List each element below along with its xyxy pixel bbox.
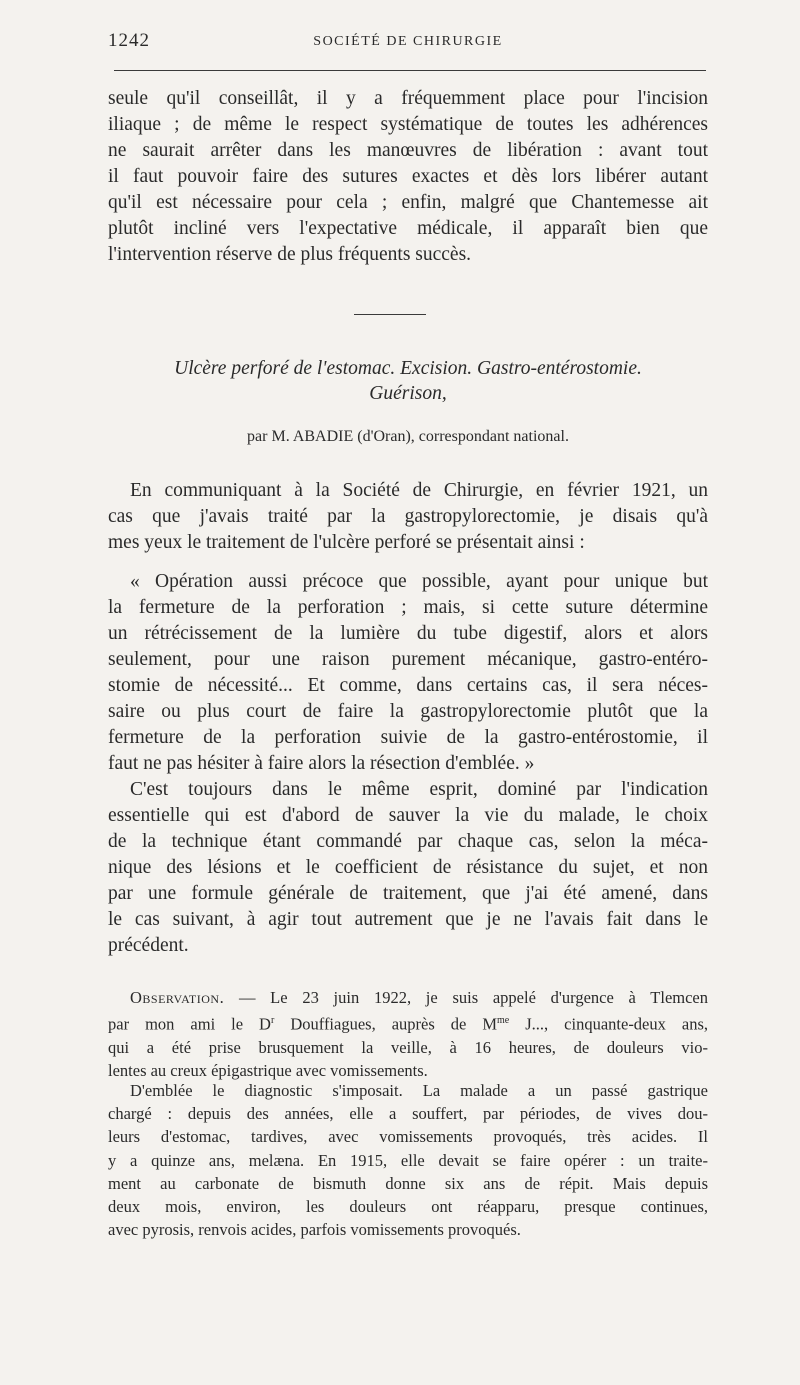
text-line: iliaque ; de même le respect systématique de toutes les adhérences — [108, 114, 708, 135]
text-line: nique des lésions et le coefficient de résistance du sujet, et non — [108, 857, 708, 878]
text-line — [108, 986, 708, 1009]
text-span: J..., cinquante-deux ans, — [509, 1014, 709, 1034]
text-span: par mon ami le D — [108, 1014, 271, 1034]
text-line: ment au carbonate de bismuth donne six ans de répit. Mais depuis — [108, 1173, 708, 1193]
text-line: deux mois, environ, les douleurs ont réapparu, presque continues, — [108, 1197, 708, 1217]
text-line: la fermeture de la perforation ; mais, si cette suture détermine — [108, 597, 708, 618]
article-title — [108, 356, 708, 406]
article-title-line: Ulcère perforé de l'estomac. Excision. Gastro-entérostomie. — [174, 358, 642, 379]
text-line: qui a été prise brusquement la veille, à 16 heures, de douleurs vio- — [108, 1037, 708, 1057]
text-line: stomie de nécessité... Et comme, dans certains cas, il sera néces- — [108, 675, 708, 696]
text-line: essentielle qui est d'abord de sauver la vie du malade, le choix — [108, 805, 708, 826]
paragraph-history — [108, 1079, 708, 1241]
paragraph-continuation — [108, 86, 708, 268]
article-author: par M. ABADIE (d'Oran), correspondant national. — [247, 428, 569, 445]
text-line: fermeture de la perforation suivie de la gastro-entérostomie, il — [108, 727, 708, 748]
text-line: ne saurait arrêter dans les manœuvres de libération : avant tout — [108, 140, 708, 161]
paragraph-intro — [108, 478, 708, 556]
text-line: l'intervention réserve de plus fréquents succès. — [108, 244, 472, 265]
text-line: seulement, pour une raison purement mécanique, gastro-entéro- — [108, 649, 708, 670]
text-line: un rétrécissement de la lumière du tube digestif, alors et alors — [108, 623, 708, 644]
text-line: plutôt incliné vers l'expectative médicale, il apparaît bien que — [108, 218, 708, 239]
page-header — [108, 30, 708, 56]
text-line: faut ne pas hésiter à faire alors la résection d'emblée. » — [108, 753, 535, 774]
text-line: C'est toujours dans le même esprit, dominé par l'indication — [130, 779, 708, 800]
text-line: il faut pouvoir faire des sutures exactes et dès lors libérer autant — [108, 166, 708, 187]
quotation — [108, 569, 708, 777]
text-line: En communiquant à la Société de Chirurgie, en février 1921, un — [130, 480, 708, 501]
superscript: r — [270, 1015, 275, 1027]
text-line: leurs d'estomac, tardives, avec vomissements provoqués, très acides. Il — [108, 1127, 708, 1147]
text-line: par une formule générale de traitement, que j'ai été amené, dans — [108, 883, 708, 904]
text-line: y a quinze ans, melæna. En 1915, elle devait se faire opérer : un traite- — [108, 1150, 708, 1170]
observation-paragraph — [108, 986, 708, 1082]
paragraph-discussion — [108, 777, 708, 959]
text-line: lentes au creux épigastrique avec vomissements. — [108, 1061, 428, 1081]
text-line: mes yeux le traitement de l'ulcère perforé se présentait ainsi : — [108, 532, 585, 553]
text-line: le cas suivant, à agir tout autrement que je ne l'avais fait dans le — [108, 909, 708, 930]
text-line: avec pyrosis, renvois acides, parfois vomissements provoqués. — [108, 1220, 521, 1240]
text-line: de la technique étant commandé par chaque cas, selon la méca- — [108, 831, 708, 852]
text-line: qu'il est nécessaire pour cela ; enfin, malgré que Chantemesse ait — [108, 192, 708, 213]
article-title-line: Guérison, — [369, 383, 447, 404]
running-head: SOCIÉTÉ DE CHIRURGIE — [313, 34, 503, 49]
header-rule — [114, 70, 706, 71]
text-line: D'emblée le diagnostic s'imposait. La malade a un passé gastrique — [130, 1081, 708, 1100]
section-separator — [354, 314, 426, 315]
text-line: précédent. — [108, 935, 189, 956]
superscript: me — [497, 1015, 510, 1027]
page-number: 1242 — [108, 30, 150, 51]
text-line — [108, 1009, 708, 1036]
text-line: saire ou plus court de faire la gastropylorectomie plutôt que la — [108, 701, 708, 722]
observation-label: Observation. — [130, 988, 225, 1007]
text-span: — Le 23 juin 1922, je suis appelé d'urgence à Tlemcen — [224, 988, 708, 1007]
text-line: « Opération aussi précoce que possible, ayant pour unique but — [130, 571, 708, 592]
text-line: chargé : depuis des années, elle a souffert, par périodes, de vives dou- — [108, 1104, 708, 1124]
text-span: Douffiagues, auprès de M — [274, 1014, 498, 1034]
text-line: seule qu'il conseillât, il y a fréquemment place pour l'incision — [108, 88, 708, 109]
text-line: cas que j'avais traité par la gastropylorectomie, je disais qu'à — [108, 506, 708, 527]
